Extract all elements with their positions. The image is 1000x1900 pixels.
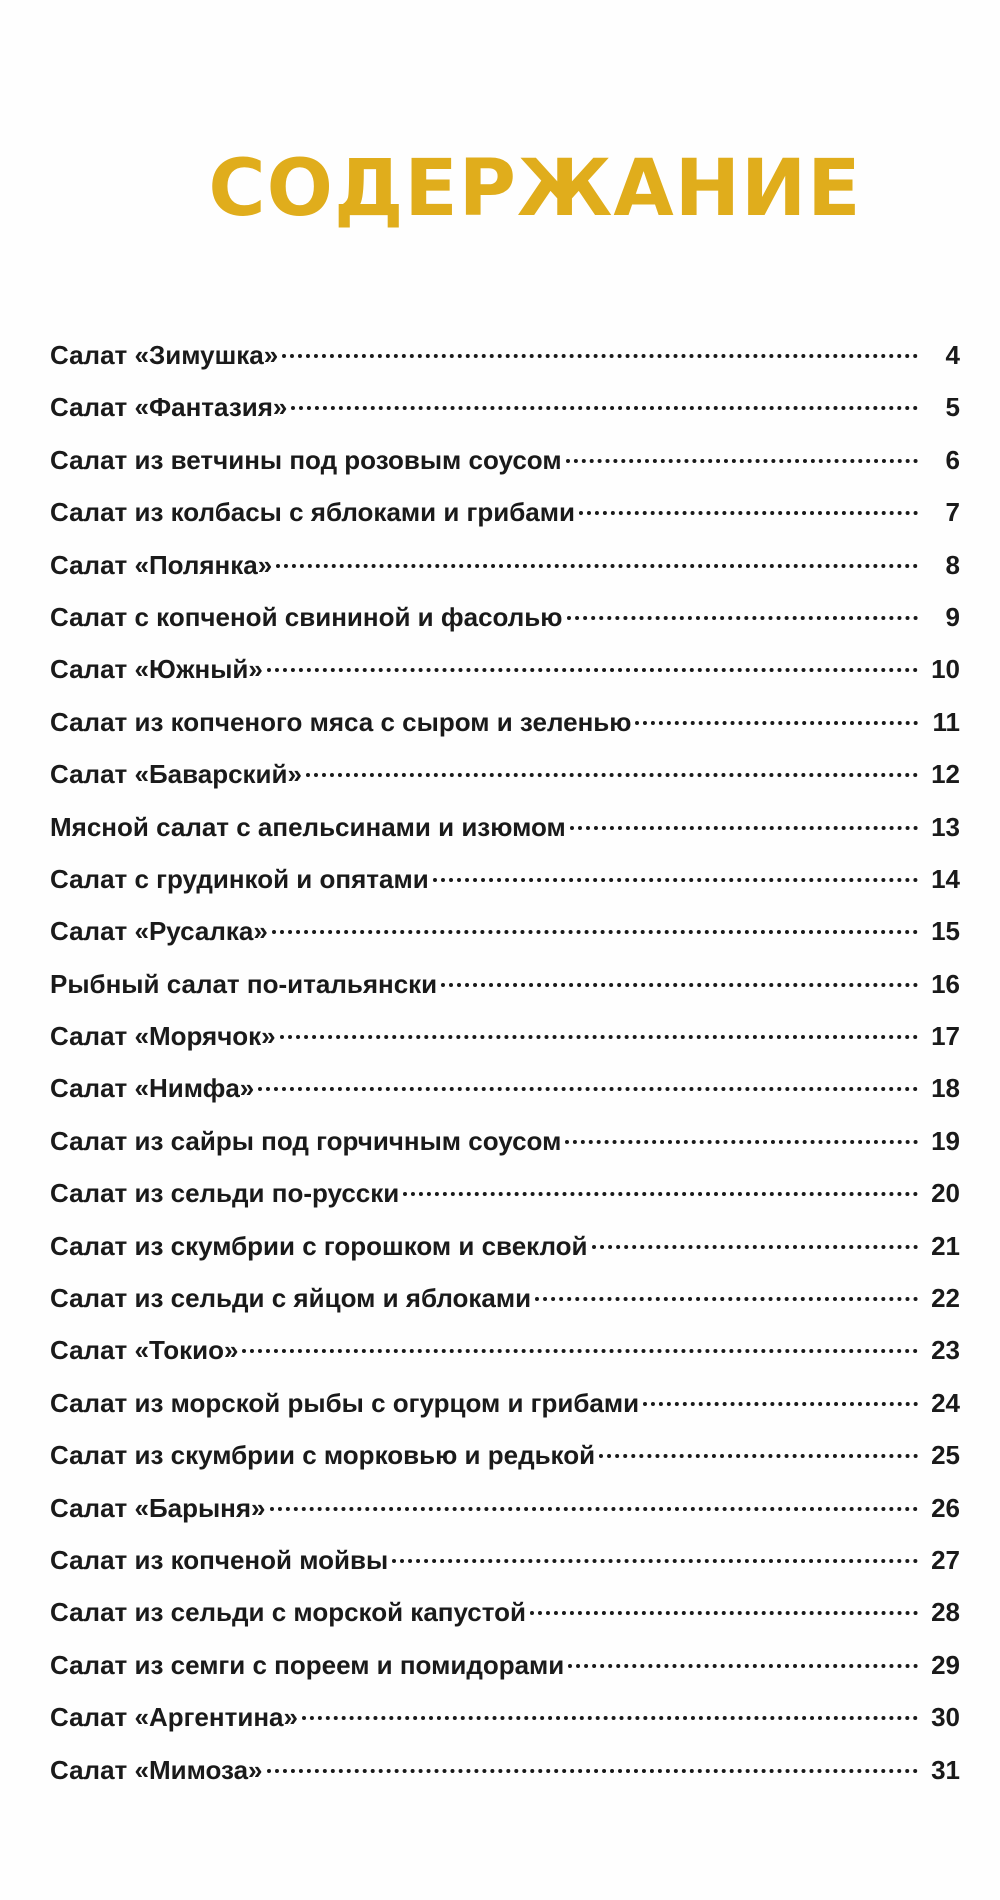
toc-entry bbox=[50, 392, 960, 444]
toc-entry-title: Салат из скумбрии с горошком и свеклой bbox=[50, 1230, 588, 1261]
dot-leader bbox=[276, 564, 918, 568]
dot-leader bbox=[441, 983, 918, 987]
toc-entry-title: Салат из копченой мойвы bbox=[50, 1544, 389, 1575]
toc-entry-page-number: 17 bbox=[931, 1021, 960, 1052]
toc-entry-page-number: 18 bbox=[931, 1073, 960, 1104]
toc-entry bbox=[50, 969, 960, 1021]
toc-entry-title: Салат из сайры под горчичным соусом bbox=[50, 1125, 562, 1156]
dot-leader bbox=[566, 459, 918, 463]
toc-entry-page-number: 15 bbox=[931, 916, 960, 947]
dot-leader bbox=[242, 1349, 918, 1353]
table-of-contents bbox=[50, 340, 960, 1807]
dot-leader bbox=[599, 1454, 918, 1458]
toc-entry-page-number: 19 bbox=[931, 1125, 960, 1156]
toc-entry bbox=[50, 1073, 960, 1125]
dot-leader bbox=[306, 773, 918, 777]
toc-entry-title: Салат из сельди с морской капустой bbox=[50, 1597, 527, 1628]
toc-entry-title: Салат из ветчины под розовым соусом bbox=[50, 444, 562, 475]
toc-entry-page-number: 29 bbox=[931, 1649, 960, 1680]
toc-entry-page-number: 21 bbox=[931, 1230, 960, 1261]
toc-entry-page-number: 12 bbox=[931, 759, 960, 790]
toc-entry-title: Салат «Русалка» bbox=[50, 916, 268, 947]
dot-leader bbox=[568, 1664, 918, 1668]
toc-entry-title: Салат из скумбрии с морковью и редькой bbox=[50, 1440, 596, 1471]
dot-leader bbox=[643, 1402, 918, 1406]
dot-leader bbox=[592, 1245, 918, 1249]
toc-entry bbox=[50, 550, 960, 602]
toc-entry-page-number: 23 bbox=[931, 1335, 960, 1366]
toc-entry bbox=[50, 1388, 960, 1440]
toc-entry bbox=[50, 1702, 960, 1754]
toc-entry-title: Рыбный салат по-итальянски bbox=[50, 968, 438, 999]
toc-entry-title: Салат «Зимушка» bbox=[50, 340, 279, 370]
dot-leader bbox=[258, 1087, 918, 1091]
dot-leader bbox=[530, 1611, 918, 1615]
toc-entry-page-number: 10 bbox=[931, 654, 960, 685]
toc-entry-page-number: 7 bbox=[945, 497, 960, 528]
toc-entry-title: Салат «Аргентина» bbox=[50, 1702, 298, 1733]
toc-entry-page-number: 22 bbox=[931, 1283, 960, 1314]
toc-entry bbox=[50, 1440, 960, 1492]
toc-entry bbox=[50, 1021, 960, 1073]
dot-leader bbox=[267, 668, 918, 672]
dot-leader bbox=[535, 1297, 918, 1301]
toc-entry bbox=[50, 1597, 960, 1649]
page-title: СОДЕРЖАНИЕ bbox=[208, 144, 862, 235]
toc-entry-title: Салат из сельди по-русски bbox=[50, 1178, 400, 1209]
toc-entry-title: Салат с копченой свининой и фасолью bbox=[50, 601, 563, 632]
toc-entry-title: Салат «Полянка» bbox=[50, 549, 273, 580]
toc-entry bbox=[50, 864, 960, 916]
toc-entry bbox=[50, 1545, 960, 1597]
toc-entry-title: Салат «Фантазия» bbox=[50, 392, 288, 423]
toc-entry bbox=[50, 707, 960, 759]
toc-entry-page-number: 26 bbox=[931, 1492, 960, 1523]
dot-leader bbox=[272, 930, 918, 934]
toc-entry bbox=[50, 1231, 960, 1283]
toc-entry bbox=[50, 1335, 960, 1387]
toc-entry bbox=[50, 497, 960, 549]
dot-leader bbox=[565, 1140, 918, 1144]
toc-entry-title: Салат из морской рыбы с огурцом и грибами bbox=[50, 1387, 640, 1418]
toc-entry-page-number: 25 bbox=[931, 1440, 960, 1471]
toc-entry-title: Салат «Южный» bbox=[50, 654, 263, 685]
toc-entry bbox=[50, 445, 960, 497]
toc-entry bbox=[50, 1650, 960, 1702]
toc-entry-page-number: 9 bbox=[945, 601, 960, 632]
dot-leader bbox=[567, 616, 919, 620]
toc-entry-page-number: 11 bbox=[932, 706, 960, 737]
toc-entry bbox=[50, 602, 960, 654]
toc-entry-page-number: 4 bbox=[945, 340, 960, 370]
dot-leader bbox=[302, 1716, 918, 1720]
dot-leader bbox=[403, 1192, 918, 1196]
toc-entry-page-number: 27 bbox=[931, 1544, 960, 1575]
toc-entry-page-number: 24 bbox=[931, 1387, 960, 1418]
dot-leader bbox=[291, 406, 918, 410]
toc-entry bbox=[50, 1755, 960, 1807]
toc-entry bbox=[50, 812, 960, 864]
toc-entry-title: Салат «Нимфа» bbox=[50, 1073, 255, 1104]
toc-entry-title: Салат «Морячок» bbox=[50, 1021, 276, 1052]
toc-entry-title: Салат из сельди с яйцом и яблоками bbox=[50, 1283, 532, 1314]
toc-entry bbox=[50, 759, 960, 811]
toc-entry-title: Салат «Барыня» bbox=[50, 1492, 266, 1523]
toc-entry-page-number: 6 bbox=[945, 444, 960, 475]
toc-entry bbox=[50, 1126, 960, 1178]
toc-entry bbox=[50, 916, 960, 968]
dot-leader bbox=[635, 721, 918, 725]
dot-leader bbox=[392, 1559, 918, 1563]
toc-entry-title: Салат из колбасы с яблоками и грибами bbox=[50, 497, 575, 528]
toc-entry-page-number: 28 bbox=[931, 1597, 960, 1628]
toc-entry-title: Салат «Баварский» bbox=[50, 759, 302, 790]
toc-entry-page-number: 16 bbox=[931, 968, 960, 999]
toc-entry bbox=[50, 1493, 960, 1545]
toc-entry bbox=[50, 1178, 960, 1230]
dot-leader bbox=[570, 826, 918, 830]
toc-entry-page-number: 14 bbox=[931, 863, 960, 894]
toc-entry-page-number: 13 bbox=[931, 811, 960, 842]
toc-entry-title: Салат с грудинкой и опятами bbox=[50, 863, 429, 894]
toc-entry-page-number: 30 bbox=[931, 1702, 960, 1733]
toc-entry-title: Мясной салат с апельсинами и изюмом bbox=[50, 811, 566, 842]
toc-entry-page-number: 8 bbox=[945, 549, 960, 580]
toc-entry bbox=[50, 340, 960, 392]
toc-entry-title: Салат «Мимоза» bbox=[50, 1754, 263, 1785]
toc-entry bbox=[50, 654, 960, 706]
toc-entry-page-number: 5 bbox=[945, 392, 960, 423]
dot-leader bbox=[267, 1769, 918, 1773]
dot-leader bbox=[282, 354, 918, 358]
dot-leader bbox=[579, 511, 918, 515]
toc-entry bbox=[50, 1283, 960, 1335]
toc-entry-title: Салат «Токио» bbox=[50, 1335, 239, 1366]
toc-entry-title: Салат из семги с пореем и помидорами bbox=[50, 1649, 565, 1680]
dot-leader bbox=[270, 1507, 918, 1511]
toc-entry-title: Салат из копченого мяса с сыром и зеленью bbox=[50, 706, 632, 737]
dot-leader bbox=[280, 1035, 918, 1039]
dot-leader bbox=[433, 878, 918, 882]
toc-entry-page-number: 20 bbox=[931, 1178, 960, 1209]
toc-entry-page-number: 31 bbox=[931, 1754, 960, 1785]
